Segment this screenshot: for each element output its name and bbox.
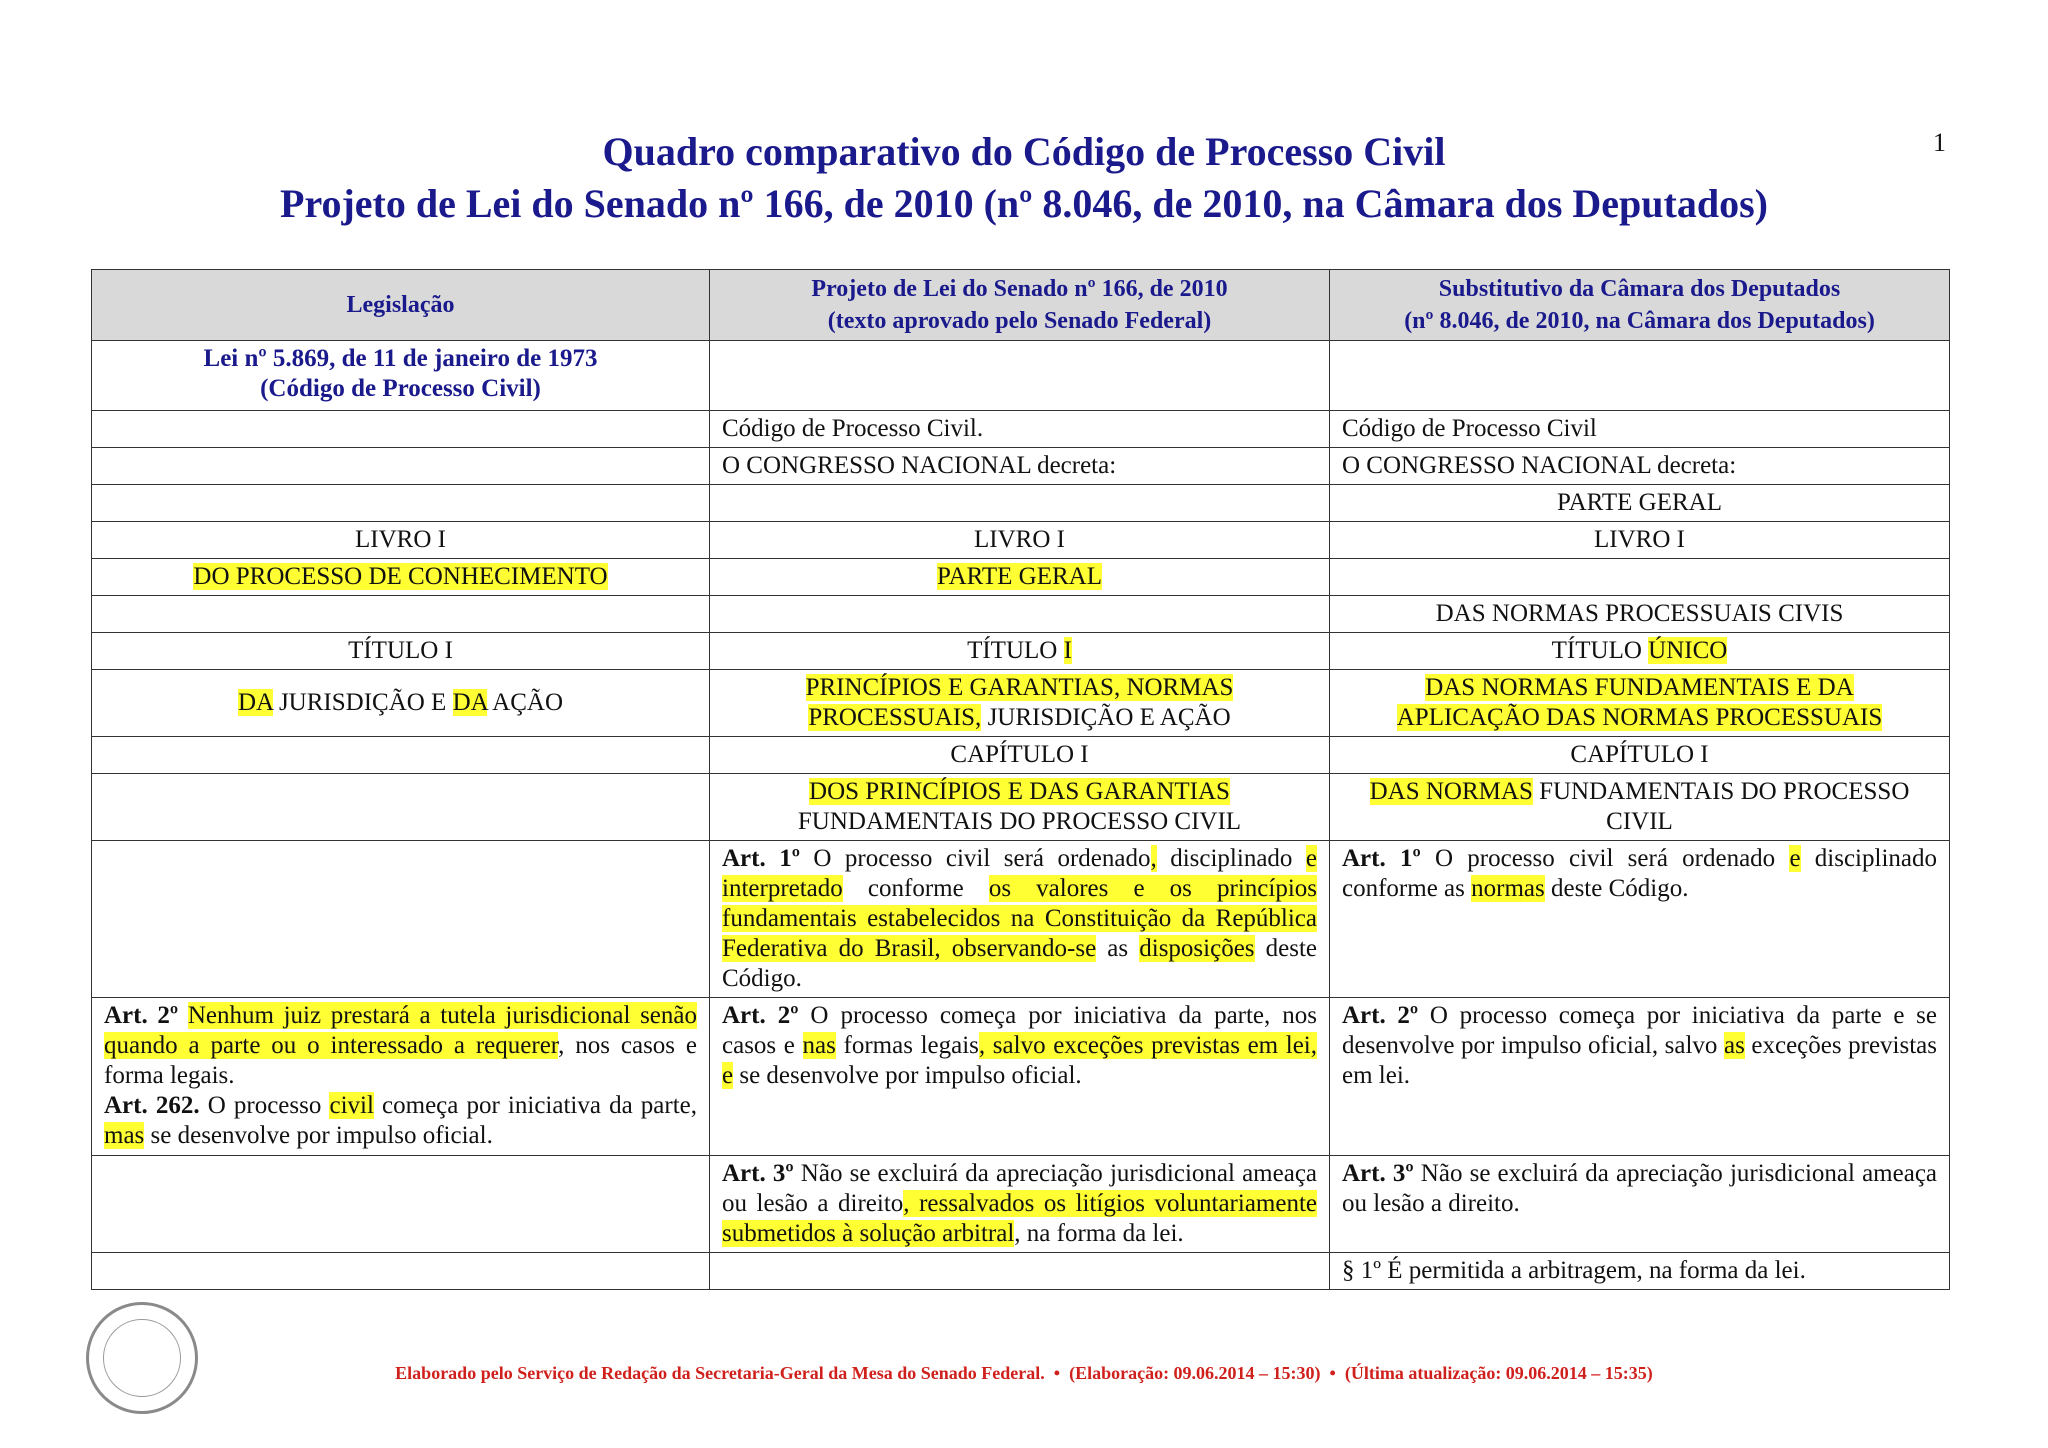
highlight: mas	[104, 1122, 145, 1149]
table-row	[92, 1156, 1950, 1253]
highlight: as	[1724, 1032, 1745, 1059]
art2-pls: Art. 2º O processo começa por iniciativa da parte, nos casos e nas formas legais, salvo exceções previstas em lei, e se desenvolve por impulso oficial.	[710, 998, 1330, 1156]
highlight: ,	[1150, 845, 1157, 872]
highlight: interpretado	[722, 875, 843, 902]
art2-substitutivo: Art. 2º O processo começa por iniciativa da parte e se desenvolve por impulso oficial, salvo as exceções previstas em lei.	[1330, 998, 1950, 1156]
highlight: nas	[802, 1032, 836, 1059]
highlight: normas	[1471, 875, 1545, 902]
page-number: 1	[1933, 128, 1946, 157]
highlight: civil	[329, 1092, 374, 1119]
footer-note: Elaborado pelo Serviço de Redação da Secretaria-Geral da Mesa do Senado Federal. • (Elaboração: 09.06.2014 – 15:30) • (Última atualização: 09.06.2014 – 15:35)	[395, 1363, 1653, 1383]
table-row: LIVRO I LIVRO I LIVRO I	[92, 522, 1950, 559]
seal-inner-ring	[103, 1319, 181, 1397]
table-row	[92, 1253, 1950, 1290]
table-row: DAS NORMAS PROCESSUAIS CIVIS	[92, 596, 1950, 633]
highlight: DO PROCESSO DE CONHECIMENTO	[193, 563, 608, 590]
comparison-table	[91, 269, 1950, 1290]
highlight: e	[1305, 845, 1317, 872]
highlight: , ressalvados os litígios voluntariamente submetidos à solução arbitral	[722, 1190, 1317, 1247]
table-row	[92, 841, 1950, 998]
table-row: O CONGRESSO NACIONAL decreta: O CONGRESSO NACIONAL decreta:	[92, 448, 1950, 485]
table-header-row	[92, 270, 1950, 341]
header-legislacao: Legislação	[92, 270, 710, 341]
par1-substitutivo: § 1º É permitida a arbitragem, na forma da lei.	[1330, 1253, 1950, 1290]
table-row	[92, 341, 1950, 411]
art3-substitutivo: Art. 3º Não se excluirá da apreciação jurisdicional ameaça ou lesão a direito.	[1330, 1156, 1950, 1253]
header-pls: Projeto de Lei do Senado nº 166, de 2010 (texto aprovado pelo Senado Federal)	[710, 270, 1330, 341]
document-title	[0, 126, 2048, 230]
table-row: CAPÍTULO I CAPÍTULO I	[92, 737, 1950, 774]
table-row: DA JURISDIÇÃO E DA AÇÃO PRINCÍPIOS E GARANTIAS, NORMAS PROCESSUAIS, JURISDIÇÃO E AÇÃO DAS NORMAS FUNDAMENTAIS E DA APLICAÇÃO DAS NORMAS PROCESSUAIS	[92, 670, 1950, 737]
highlight: os valores e os princípios fundamentais estabelecidos na Constituição da República Federativa do Brasil, observando-se	[722, 875, 1318, 962]
title-line-1: Quadro comparativo do Código de Processo Civil	[602, 129, 1446, 174]
title-line-2: Projeto de Lei do Senado nº 166, de 2010 (nº 8.046, de 2010, na Câmara dos Deputados)	[280, 181, 1768, 226]
highlight: Nenhum juiz prestará a tutela jurisdicional senão quando a parte ou o interessado a requerer	[104, 1002, 697, 1059]
table-row: PARTE GERAL	[92, 485, 1950, 522]
table-row: TÍTULO I TÍTULO I TÍTULO ÚNICO	[92, 633, 1950, 670]
table-row	[92, 998, 1950, 1156]
highlight: e	[1789, 845, 1801, 872]
art1-substitutivo: Art. 1º O processo civil será ordenado e disciplinado conforme as normas deste Código.	[1330, 841, 1950, 998]
art2-legislacao: Art. 2º Nenhum juiz prestará a tutela jurisdicional senão quando a parte ou o interessado a requerer, nos casos e forma legais. Art. 262. O processo civil começa por iniciativa da parte, mas se desenvolve por impulso oficial.	[92, 998, 710, 1156]
table-row: DOS PRINCÍPIOS E DAS GARANTIAS FUNDAMENTAIS DO PROCESSO CIVIL DAS NORMAS FUNDAMENTAIS DO PROCESSO CIVIL	[92, 774, 1950, 841]
highlight: , salvo exceções previstas em lei, e	[722, 1032, 1318, 1089]
senado-seal-stamp	[86, 1302, 198, 1414]
table-row	[92, 559, 1950, 596]
highlight: PARTE GERAL	[937, 563, 1102, 590]
lei-title-cell: Lei nº 5.869, de 11 de janeiro de 1973 (Código de Processo Civil)	[92, 341, 710, 411]
table-row: Código de Processo Civil. Código de Processo Civil	[92, 411, 1950, 448]
highlight: disposições	[1139, 935, 1255, 962]
art3-pls: Art. 3º Não se excluirá da apreciação jurisdicional ameaça ou lesão a direito, ressalvados os litígios voluntariamente submetidos à solução arbitral, na forma da lei.	[710, 1156, 1330, 1253]
art1-pls: Art. 1º O processo civil será ordenado, disciplinado e interpretado conforme os valores e os princípios fundamentais estabelecidos na Constituição da República Federativa do Brasil, observando-se as disposições deste Código.	[710, 841, 1330, 998]
header-substitutivo: Substitutivo da Câmara dos Deputados (nº 8.046, de 2010, na Câmara dos Deputados)	[1330, 270, 1950, 341]
